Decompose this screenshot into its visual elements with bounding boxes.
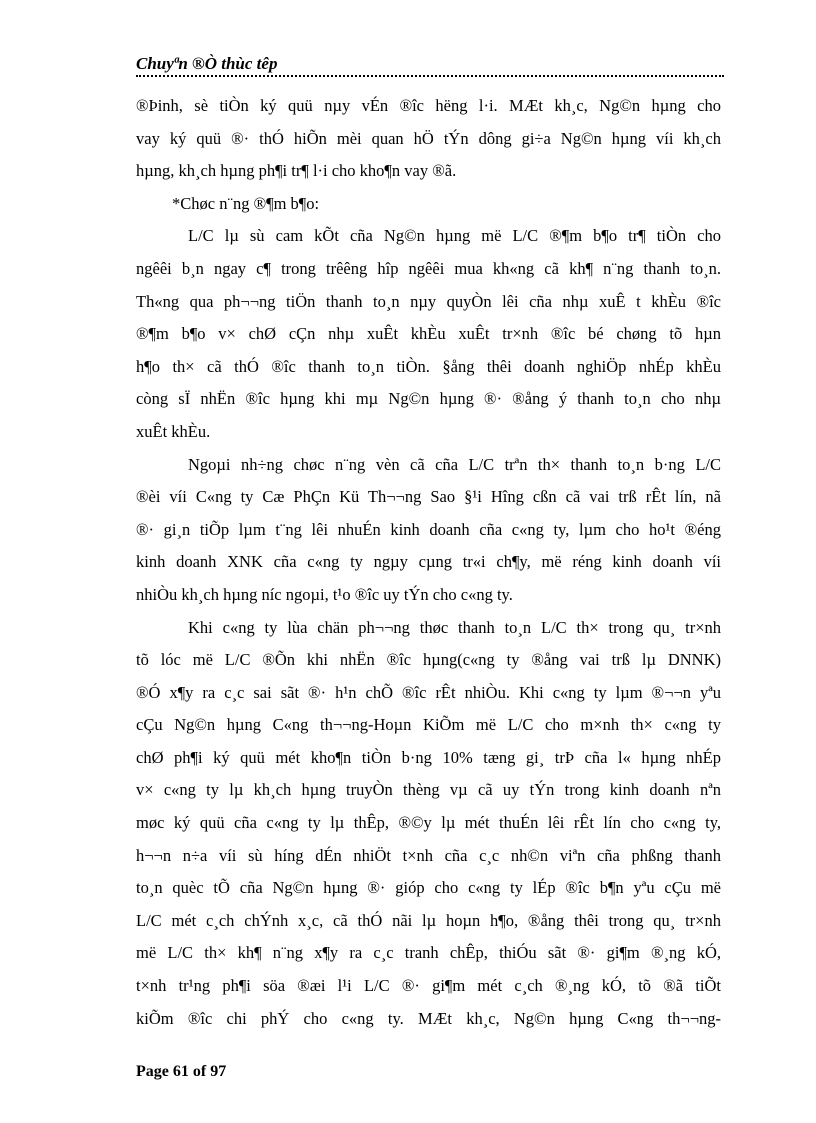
header-title: Chuyªn ®Ò thùc têp xyxy=(136,54,278,73)
text-line: xuÊt khÈu. xyxy=(136,421,211,441)
text-line: ngêêi b¸n ngay c¶ trong trêêng hîp ngêêi mua kh«ng cã kh¶ n¨ng thanh to¸n. xyxy=(136,258,721,278)
text-line: h¬¬n n÷a víi sù híng dÉn nhiÖt t×nh cña c¸c nh©n viªn cña phßng thanh xyxy=(136,845,721,865)
page-header xyxy=(136,54,724,74)
text-line: Khi c«ng ty lùa chän ph¬¬ng thøc thanh to¸n L/C th× trong qu¸ tr×nh xyxy=(188,617,721,637)
text-line: møc ký quü cña c«ng ty lµ thÊp, ®©y lµ mét thuÉn lêi rÊt lín cho c«ng ty, xyxy=(136,813,721,833)
text-line: ®Ó x¶y ra c¸c sai sãt ®· h¹n chÕ ®îc rÊt nhiÒu. Khi c«ng ty lµm ®¬¬n yªu xyxy=(136,682,721,702)
text-line: chØ ph¶i ký quü mét kho¶n tiÒn b·ng 10% tæng gi¸ trÞ cña l« hµng nhÉp xyxy=(136,747,721,767)
text-line: hµng, kh¸ch hµng ph¶i tr¶ l·i cho kho¶n vay ®ã. xyxy=(136,161,457,181)
text-line: *Chøc n¨ng ®¶m b¶o: xyxy=(172,193,320,213)
text-line: Ngoµi nh÷ng chøc n¨ng vèn cã cña L/C trªn th× thanh to¸n b·ng L/C xyxy=(188,454,721,474)
text-line: cÇu Ng©n hµng C«ng th¬¬ng-Hoµn KiÕm më L/C cho m×nh th× c«ng ty xyxy=(136,715,721,735)
text-line: t×nh tr¹ng ph¶i söa ®æi l¹i L/C ®· gi¶m mét c¸ch ®¸ng kÓ, tõ ®ã tiÕt xyxy=(136,976,721,996)
text-line: më L/C th× kh¶ n¨ng x¶y ra c¸c tranh chÊp, thiÓu sãt ®· gi¶m ®¸ng kÓ, xyxy=(136,943,721,963)
text-line: kinh doanh XNK cña c«ng ty ngµy cµng tr«i ch¶y, më réng kinh doanh víi xyxy=(136,552,721,572)
text-line: to¸n quèc tÕ cña Ng©n hµng ®· gióp cho c«ng ty lÉp ®îc b¶n yªu cÇu më xyxy=(136,878,721,898)
text-line: ®Þinh, sè tiÒn ký quü nµy vÉn ®îc hëng l·i. MÆt kh¸c, Ng©n hµng cho xyxy=(136,96,721,115)
text-line: ®¶m b¶o v× chØ cÇn nhµ xuÊt khÈu xuÊt tr×nh ®îc bé chøng tõ hµn xyxy=(136,324,721,344)
text-line: ®èi víi C«ng ty Cæ PhÇn Kü Th¬¬ng Sao §¹i Hîng cßn cã vai trß rÊt lín, nã xyxy=(136,487,721,507)
text-line: ®· gi¸n tiÕp lµm t¨ng lêi nhuÉn kinh doanh cña c«ng ty, lµm cho ho¹t ®éng xyxy=(136,519,721,539)
text-line: tõ lóc më L/C ®Õn khi nhËn ®îc hµng(c«ng ty ®ång vai trß lµ DNNK) xyxy=(136,650,721,670)
text-line: kiÕm ®îc chi phÝ cho c«ng ty. MÆt kh¸c, Ng©n hµng C«ng th¬¬ng- xyxy=(136,1008,721,1028)
header-divider xyxy=(136,75,724,77)
text-line: Th«ng qua ph¬¬ng tiÖn thanh to¸n nµy quyÒn lêi cña nhµ xuÊ t khÈu ®îc xyxy=(136,291,721,311)
document-body xyxy=(136,90,721,1035)
text-line: h¶o th× cã thÓ ®îc thanh to¸n tiÒn. §ång thêi doanh nghiÖp nhÉp khÈu xyxy=(136,356,721,376)
text-line: nhiÒu kh¸ch hµng níc ngoµi, t¹o ®îc uy tÝn cho c«ng ty. xyxy=(136,584,513,604)
page-number: Page 61 of 97 xyxy=(136,1063,227,1080)
text-line: L/C mét c¸ch chÝnh x¸c, cã thÓ nãi lµ hoµn h¶o, ®ång thêi trong qu¸ tr×nh xyxy=(136,910,721,930)
text-line: vay ký quü ®· thÓ hiÕn mèi quan hÖ tÝn dông gi÷a Ng©n hµng víi kh¸ch xyxy=(136,128,721,148)
text-line: còng sÏ nhËn ®îc hµng khi mµ Ng©n hµng ®· ®ång ý thanh to¸n cho nhµ xyxy=(136,389,721,409)
text-line: v× c«ng ty lµ kh¸ch hµng truyÒn thèng vµ cã uy tÝn trong kinh doanh nªn xyxy=(136,780,721,800)
text-line: L/C lµ sù cam kÕt cña Ng©n hµng më L/C ®¶m b¶o tr¶ tiÒn cho xyxy=(188,226,721,246)
